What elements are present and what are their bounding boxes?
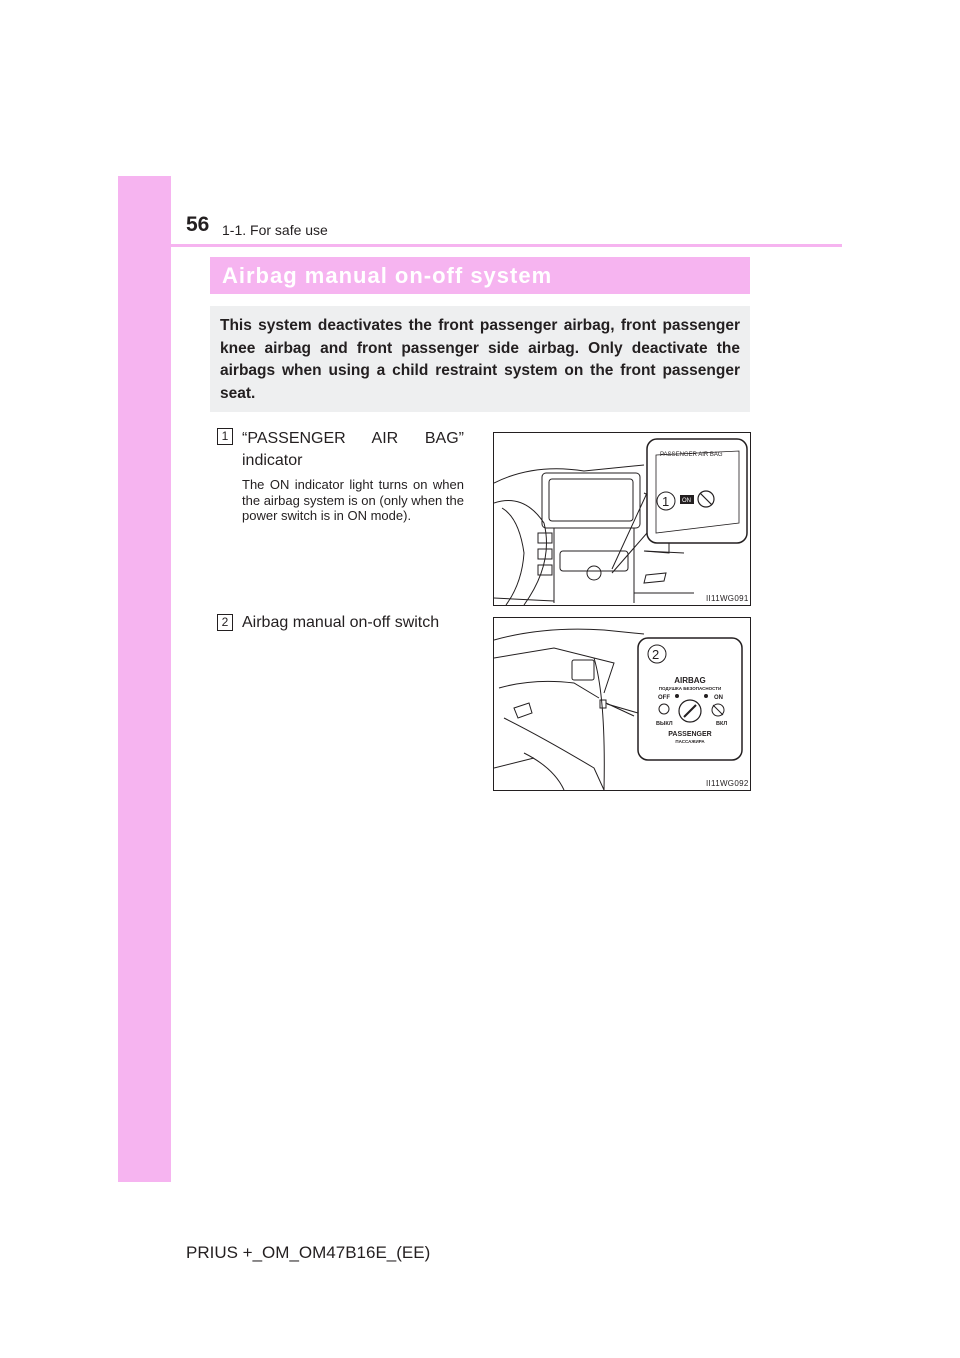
figure-indicator [493, 432, 751, 606]
header-rule [118, 244, 842, 247]
intro-box [210, 306, 750, 412]
section-title: Airbag manual on-off system [222, 263, 553, 288]
page-number: 56 [186, 213, 210, 236]
side-tab [118, 176, 171, 1182]
glovebox-illustration [494, 618, 750, 790]
intro-text: This system deactivates the front passenger airbag, front passenger knee airbag and front passenger side airbag. Only deactivate the airbags when using a child restraint system on the front passenger seat. [220, 317, 740, 402]
section-reference: 1-1. For safe use [222, 222, 328, 238]
passenger-label: PASSENGER [668, 731, 712, 738]
on-indicator-text: ON [682, 498, 691, 504]
on-label-ru: ВКЛ [716, 721, 728, 727]
item-number-2: 2 [217, 614, 233, 631]
figure-switch [493, 617, 751, 791]
panel-title: PASSENGER AIR BAG [660, 452, 723, 458]
on-label: ON [714, 695, 723, 701]
item-description-1: The ON indicator light turns on when the airbag system is on (only when the power switch is in ON mode). [242, 477, 464, 523]
figure-code: II11WG091 [706, 594, 749, 603]
item-label-1: “PASSENGER AIR BAG” indicator [242, 430, 464, 469]
off-label: OFF [658, 695, 670, 701]
off-label-ru: ВЫКЛ [656, 721, 673, 727]
switch-title: AIRBAG [674, 676, 706, 685]
dashboard-illustration [494, 433, 750, 605]
figure1-callout: 1 [662, 494, 670, 509]
passenger-label-ru: ПАССАЖИРА [675, 739, 705, 744]
section-title-bar [210, 257, 750, 294]
item-number-1: 1 [217, 428, 233, 445]
figure2-callout: 2 [652, 647, 660, 662]
figure-code: II11WG092 [706, 779, 749, 788]
footer-document-id: PRIUS +_OM_OM47B16E_(EE) [186, 1243, 431, 1262]
item-label-2: Airbag manual on-off switch [242, 614, 440, 631]
switch-title-ru: ПОДУШКА БЕЗОПАСНОСТИ [658, 686, 722, 691]
